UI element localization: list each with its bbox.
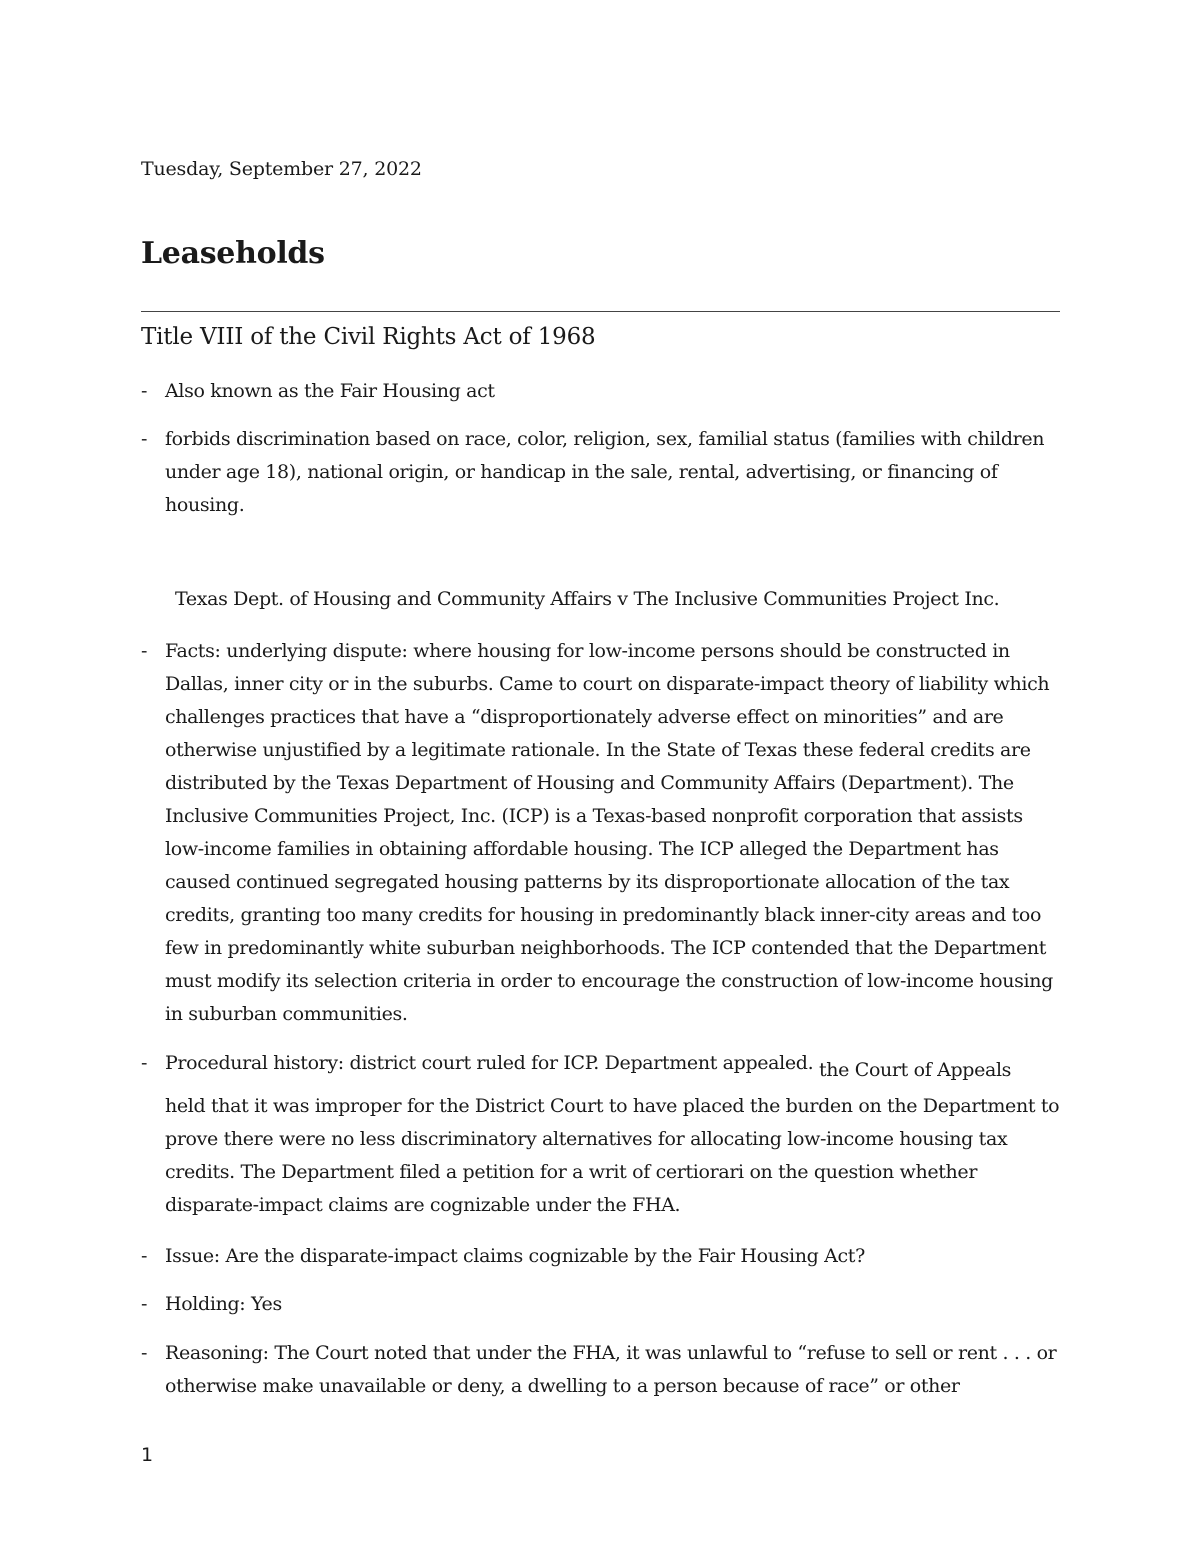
dash-bullet: - <box>141 1245 148 1267</box>
page-title: Leaseholds <box>141 236 325 271</box>
page-number: 1 <box>141 1444 154 1466</box>
list-item-text: Reasoning: The Court noted that under the FHA, it was unlawful to “refuse to sell or rent . . . or otherwise make unavailable or deny, a dwelling to a person because of race” or other <box>165 1342 1057 1397</box>
section-heading: Title VIII of the Civil Rights Act of 1968 <box>141 324 596 350</box>
procedural-part-c: held that it was improper for the District Court to have placed the burden on the Department to prove there were no less discriminatory alternatives for allocating low-income housing tax credits. The Department filed a petition for a writ of certiorari on the question whether disparate-impact claims are cognizable under the FHA. <box>165 1095 1060 1216</box>
list-item-fha-aka <box>141 375 1066 408</box>
list-item-holding <box>141 1288 1066 1321</box>
list-item-text: Facts: underlying dispute: where housing for low-income persons should be constructed in Dallas, inner city or in the suburbs. Came to court on disparate-impact theory of liability which challenges practices that have a “disproportionately adverse effect on minorities” and are otherwise unjustified by a legitimate rationale. In the State of Texas these federal credits are distributed by the Texas Department of Housing and Community Affairs (Department). The Inclusive Communities Project, Inc. (ICP) is a Texas-based nonprofit corporation that assists low-income families in obtaining affordable housing. The ICP alleged the Department has caused continued segregated housing patterns by its disproportionate allocation of the tax credits, granting too many credits for housing in predominantly black inner-city areas and too few in predominantly white suburban neighborhoods. The ICP contended that the Department must modify its selection criteria in order to encourage the construction of low-income housing in suburban communities. <box>165 640 1053 1025</box>
list-item-fha-scope <box>141 423 1066 522</box>
dash-bullet: - <box>141 1293 148 1315</box>
list-item-text: Also known as the Fair Housing act <box>165 380 495 402</box>
dash-bullet: - <box>141 380 148 402</box>
list-item-text: Holding: Yes <box>165 1293 282 1315</box>
list-item-facts <box>141 635 1066 1031</box>
note-date: Tuesday, September 27, 2022 <box>141 158 422 180</box>
list-item-text: Issue: Are the disparate-impact claims cognizable by the Fair Housing Act? <box>165 1245 865 1267</box>
procedural-part-a: Procedural history: district court ruled for ICP. Department appealed. <box>165 1052 814 1074</box>
list-item-issue <box>141 1240 1066 1273</box>
procedural-part-b: the Court of Appeals <box>819 1059 1012 1081</box>
list-item-text-first-line <box>165 1047 1066 1080</box>
dash-bullet: - <box>141 428 148 450</box>
dash-bullet: - <box>141 640 148 662</box>
dash-bullet: - <box>141 1052 148 1074</box>
dash-bullet: - <box>141 1342 148 1364</box>
list-item-text: forbids discrimination based on race, color, religion, sex, familial status (families with children under age 18), national origin, or handicap in the sale, rental, advertising, or financing of housing. <box>165 428 1045 516</box>
list-item-procedural-history <box>141 1047 1066 1222</box>
case-title: Texas Dept. of Housing and Community Affairs v The Inclusive Communities Project Inc. <box>175 588 1000 610</box>
list-item-reasoning <box>141 1337 1066 1403</box>
title-divider <box>141 311 1060 312</box>
